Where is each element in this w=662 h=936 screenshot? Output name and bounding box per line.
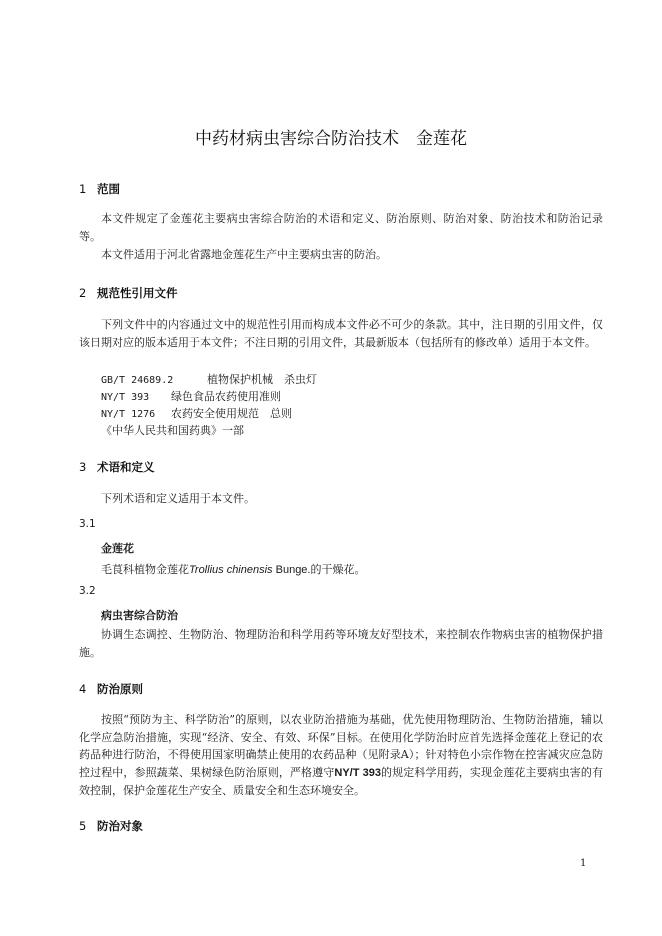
- reference-title: 农药安全使用规范 总则: [171, 407, 292, 420]
- document-title: 中药材病虫害综合防治技术 金莲花: [195, 129, 467, 149]
- paragraph-text: 的规定科学用药，实现金莲花主要病虫害的有效控制，保护金莲花生产安全、质量安全和生态环境安全。: [79, 765, 604, 797]
- reference-item: [101, 405, 292, 421]
- section-3-paragraph-1: 下列术语和定义适用于本文件。: [101, 492, 255, 505]
- latin-name: Trollius chinensis: [189, 564, 273, 576]
- section-2-paragraph-1: 下列文件中的内容通过文中的规范性引用而构成本文件必不可少的条款。其中，注日期的引用文件，仅该日期对应的版本适用于本文件；不注日期的引用文件，其最新版本（包括所有的修改单）适用于本文件。: [79, 318, 603, 349]
- section-4-heading: [79, 681, 143, 697]
- section-number: 3: [79, 460, 87, 474]
- reference-title: 绿色食品农药使用准则: [171, 390, 281, 403]
- section-5-heading: [79, 818, 143, 834]
- section-3-heading: [79, 459, 155, 475]
- reference-title: 植物保护机械 杀虫灯: [207, 373, 317, 386]
- definition-text: 的干燥花。: [310, 563, 366, 576]
- reference-item: [101, 371, 317, 387]
- reference-item: 《中华人民共和国药典》一部: [101, 424, 244, 437]
- section-2-heading: [79, 285, 178, 301]
- standard-reference: NY/T 393: [334, 766, 381, 779]
- reference-code: NY/T 1276: [101, 409, 156, 420]
- section-1-paragraph-1: 本文件规定了金莲花主要病虫害综合防治的术语和定义、防治原则、防治对象、防治技术和防治记录等。: [79, 212, 603, 243]
- section-title: 规范性引用文件: [97, 286, 178, 300]
- section-title: 范围: [97, 182, 120, 196]
- section-title: 防治原则: [97, 682, 143, 696]
- section-1-paragraph-2: 本文件适用于河北省露地金莲花生产中主要病虫害的防治。: [101, 248, 387, 261]
- term-name: 金莲花: [101, 542, 134, 555]
- definition-text: 毛茛科植物金莲花: [101, 563, 189, 576]
- latin-author: Bunge.: [272, 564, 311, 576]
- term-number: 3.2: [79, 585, 96, 597]
- section-4-paragraph-1: [79, 711, 603, 800]
- section-number: 1: [79, 182, 87, 196]
- reference-code: NY/T 393: [101, 392, 150, 403]
- section-number: 4: [79, 682, 87, 696]
- section-title: 术语和定义: [97, 460, 155, 474]
- term-name: 病虫害综合防治: [101, 609, 178, 622]
- section-number: 5: [79, 819, 87, 833]
- reference-item: [101, 388, 281, 404]
- term-definition: 协调生态调控、生物防治、物理防治和科学用药等环境友好型技术，来控制农作物病虫害的植物保护措施。: [79, 628, 603, 659]
- paragraph-text: 按照“预防为主、科学防治”的原则，以农业防治措施为基础，优先使用物理防治、生物防治措施，辅以化学应急防治措施，实现“经济、安全、有效、环保”目标。在使用化学防治时应首先选择金莲花上登记的农药品种进行防治，不得使用国家明确禁止使用的农药品种（见附录A）；针对特色小宗作物在控害减灾应急防控过程中，参照蔬菜、果树绿色防治原则，严格遵守: [79, 713, 603, 779]
- section-1-heading: [79, 181, 120, 197]
- term-number: 3.1: [79, 518, 96, 530]
- page-number: 1: [580, 858, 587, 869]
- term-definition: [101, 561, 365, 577]
- section-number: 2: [79, 286, 87, 300]
- reference-code: GB/T 24689.2: [101, 375, 174, 386]
- section-title: 防治对象: [97, 819, 143, 833]
